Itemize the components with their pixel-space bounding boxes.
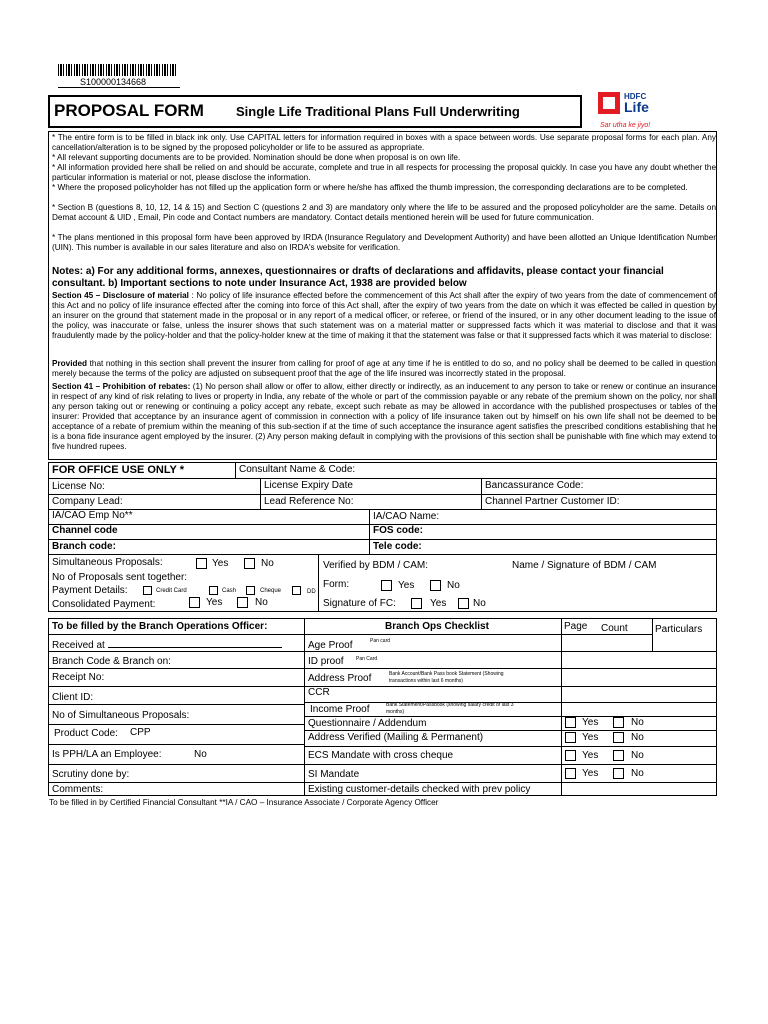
comments-label: Comments: [52,784,104,795]
id-proof-note: Pan Card [356,656,378,662]
consolidated-yes-label: Yes [206,597,223,608]
sig-fc-label: Signature of FC: [323,598,396,609]
address-proof-note-1: Bank Account/Bank Pass book Statement (Showing [389,671,504,677]
section-45 [52,291,716,341]
bancassurance-label: Bancassurance Code: [485,480,584,491]
name-sig-bdm-label: Name / Signature of BDM / CAM [512,560,657,571]
instruction-2: * All relevant supporting documents are to be provided. Nomination should be done when proposal is on own life. [52,153,461,162]
license-expiry-label: License Expiry Date [264,480,353,491]
branch-heading: To be filled by the Branch Operations Officer: [52,621,268,632]
receipt-no-label: Receipt No: [52,672,105,683]
consolidated-no-label: No [255,597,268,608]
branch-code-label: Branch code: [52,541,116,552]
verified-label: Verified by BDM / CAM: [323,560,429,571]
ia-name-label: IA/CAO Name: [373,511,440,522]
address-proof-note-2: transactions within last 6 months) [389,678,463,684]
form-no-label: No [447,580,460,591]
scrutiny-label: Scrutiny done by: [52,769,130,780]
fc-yes-checkbox[interactable] [411,598,422,609]
address-verified-no-checkbox[interactable] [613,732,624,743]
no-simultaneous-label: No of Simultaneous Proposals: [52,710,190,721]
product-code-value: CPP [130,727,151,738]
cash-label: Cash [222,588,237,594]
payment-label: Payment Details: [52,585,128,596]
ecs-label: ECS Mandate with cross cheque [308,750,454,761]
provided-text: that nothing in this section shall prevent the insurer from calling for proof of age at any time if he is entitled to do so, and no policy shall be deemed to be called in question merely because the terms of the policy are adjusted on subsequent proof that the age of the life insured was incorrectly stated in the proposal. [52,359,716,378]
channel-partner-label: Channel Partner Customer ID: [485,496,620,507]
existing-label: Existing customer-details checked with prev policy [308,784,531,795]
form-title: PROPOSAL FORM [54,101,204,120]
ecs-yes-label: Yes [582,750,599,761]
barcode [58,64,178,76]
fc-no-checkbox[interactable] [458,598,469,609]
ecs-no-label: No [631,750,644,761]
section-45-text: : No policy of life insurance effected before the commencement of this Act shall after the expiry of two years from the date of commencement of this Act and no policy of life insurance effected after the coming into force of this Act shall, after the expiry of two years from the date on which it was effected be called in question by an insurer on the ground that statement made in the proposal or in any report of a medical officer, or referee, or friend of the insured, or in any other document leading to the issue of the policy, was inaccurate or false, unless the insurer shows that such statement was on a material matter or suppressed facts which it was material to disclose and that it was fraudulently made by the policy-holder and that the policy-holder knew at the time of making it that the statement was false or that it suppressed facts which it was material to disclose: [52,291,716,340]
section-41-text: (1) No person shall allow or offer to allow, either directly or indirectly, as an inducement to any person to take or renew or continue an insurance in respect of any kind of risk relating to lives or property in India, any rebate of the whole or part of the commission payable or any rebate of the premium shown on the policy, nor shall any person taking out or renewing or continuing a policy accept any rebate, except such rebate as may be allowed in accordance with the published prospectuses or tables of the insurer: Provided that acceptance by an insurance agent of commission in connection with a policy of life insurance taken out by himself on his own life shall not be deemed to be acceptance of a rebate of premium within the meaning of this sub-section if at the time of such acceptance the insurance agent satisfies the prescribed conditions establishing that he is a bona fide insurance agent employed by the insurer. (2) Any person making default in complying with the provisions of this section shall be punishable with fine which may extend to five hundred rupees. [52,382,716,451]
simultaneous-label: Simultaneous Proposals: [52,557,163,568]
questionnaire-yes-checkbox[interactable] [565,717,576,728]
si-mandate-label: SI Mandate [308,769,360,780]
address-proof-label: Address Proof [308,673,372,684]
questionnaire-label: Questionnaire / Addendum [308,718,427,729]
fc-no-label: No [473,598,486,609]
company-lead-label: Company Lead: [52,496,123,507]
consultant-label: Consultant Name & Code: [239,464,356,475]
form-yes-checkbox[interactable] [381,580,392,591]
fos-code-label: FOS code: [373,525,424,536]
count-label: Count [601,623,628,634]
received-at-label: Received at [52,640,105,651]
page-label: Page [564,621,588,632]
section-41 [52,382,716,452]
instruction-6: * The plans mentioned in this proposal form have been approved by IRDA (Insurance Regulatory and Development Authority) and have been allotted an Unique Identification Number (UIN). This number is available in our sales literature and also on IRDA's website for verification. [52,233,716,252]
section-41-title: Section 41 – Prohibition of rebates: [52,382,191,391]
instruction-5: * Section B (questions 8, 10, 12, 14 & 15) and Section C (questions 2 and 3) are mandatory only where the life to be assured and the proposed policyholder are the same. Details on Demat account & UID , Email, Pin code and Contact numbers are mandatory. Contact details mentioned herein will be used for future communication. [52,203,716,222]
form-subtitle: Single Life Traditional Plans Full Underwriting [236,104,520,119]
license-no-label: License No: [52,481,105,492]
cheque-label: Cheque [260,588,282,594]
channel-code-label: Channel code [52,525,118,536]
form-no-checkbox[interactable] [430,580,441,591]
simultaneous-yes-label: Yes [212,558,229,569]
lead-ref-label: Lead Reference No: [264,496,354,507]
particulars-label: Particulars [655,624,703,635]
logo-square-icon [598,92,620,114]
form-label: Form: [323,579,350,590]
no-proposals-label: No of Proposals sent together: [52,572,188,583]
si-no-label: No [631,768,644,779]
product-code-label: Product Code: [54,728,118,739]
pph-value: No [194,749,207,760]
dd-checkbox[interactable] [292,586,301,595]
si-yes-checkbox[interactable] [565,768,576,779]
consolidated-no-checkbox[interactable] [237,597,248,608]
si-yes-label: Yes [582,768,599,779]
pph-label: Is PPH/LA an Employee: [52,749,162,760]
instruction-3: * All information provided here shall be relied on and should be accurate, complete and true in all respects for processing the proposal quickly. In case you have any doubt whether the particular information is material or not, please disclose the information. [52,163,716,182]
form-yes-label: Yes [398,580,415,591]
fc-yes-label: Yes [430,598,447,609]
notes: Notes: a) For any additional forms, annexes, questionnaires or drafts of declarations and affidavits, please contact your financial consultant. b) Important sections to note under Insurance Act, 1938 are provided below [52,266,664,289]
questionnaire-yes-label: Yes [582,717,599,728]
office-heading: FOR OFFICE USE ONLY * [52,464,185,476]
income-proof-label: Income Proof [310,704,370,715]
simultaneous-yes-checkbox[interactable] [196,558,207,569]
questionnaire-no-checkbox[interactable] [613,717,624,728]
credit-card-label: Credit Card [156,588,187,594]
logo-big-text: Life [624,99,649,115]
simultaneous-no-checkbox[interactable] [244,558,255,569]
address-verified-no-label: No [631,732,644,743]
credit-card-checkbox[interactable] [143,586,152,595]
income-proof-note-1: Bank Statement/Passbook (showing salary credit of last 3 [386,702,514,708]
simultaneous-no-label: No [261,558,274,569]
ecs-no-checkbox[interactable] [613,750,624,761]
cheque-checkbox[interactable] [246,586,255,595]
barcode-number: S100000134668 [80,77,147,87]
ecs-yes-checkbox[interactable] [565,750,576,761]
barcode-underline [58,87,180,88]
consolidated-yes-checkbox[interactable] [189,597,200,608]
age-proof-note: Pan card [370,638,391,644]
ccr-label: CCR [308,687,330,698]
checklist-heading: Branch Ops Checklist [385,621,489,632]
dd-label: DD [307,589,316,595]
si-no-checkbox[interactable] [613,768,624,779]
questionnaire-no-label: No [631,717,644,728]
provided-clause [52,359,716,379]
income-proof-note-2: months) [386,709,405,715]
id-proof-label: ID proof [308,656,344,667]
instruction-1: * The entire form is to be filled in black ink only. Use CAPITAL letters for information required in boxes with a space between words. Use separate proposal forms for each plan. Any cancellation/alteration is to be signed by the proposed policyholder or life to be assured as appropriate. [52,133,716,152]
provided-title: Provided [52,359,88,368]
address-verified-yes-label: Yes [582,732,599,743]
footer-note: To be filled in by Certified Financial Consultant **IA / CAO – Insurance Associate / Corporate Agency Officer [49,798,439,807]
section-45-title: Section 45 – Disclosure of material [52,291,189,300]
client-id-label: Client ID: [52,692,94,703]
address-verified-label: Address Verified (Mailing & Permanent) [308,732,484,743]
address-verified-yes-checkbox[interactable] [565,732,576,743]
instruction-4: * Where the proposed policyholder has not filled up the application form or where he/she has affixed the thumb impression, the corresponding declarations are to be completed. [52,183,688,192]
logo-small-text: HDFC [624,92,647,101]
hdfc-life-logo [598,92,662,136]
consolidated-label: Consolidated Payment: [52,599,156,610]
age-proof-label: Age Proof [308,640,353,651]
cash-checkbox[interactable] [209,586,218,595]
branch-code-on-label: Branch Code & Branch on: [52,656,171,667]
ia-emp-label: IA/CAO Emp No** [52,510,133,521]
tele-code-label: Tele code: [373,541,422,552]
logo-tagline: Sar utha ke jiyo! [600,122,651,129]
